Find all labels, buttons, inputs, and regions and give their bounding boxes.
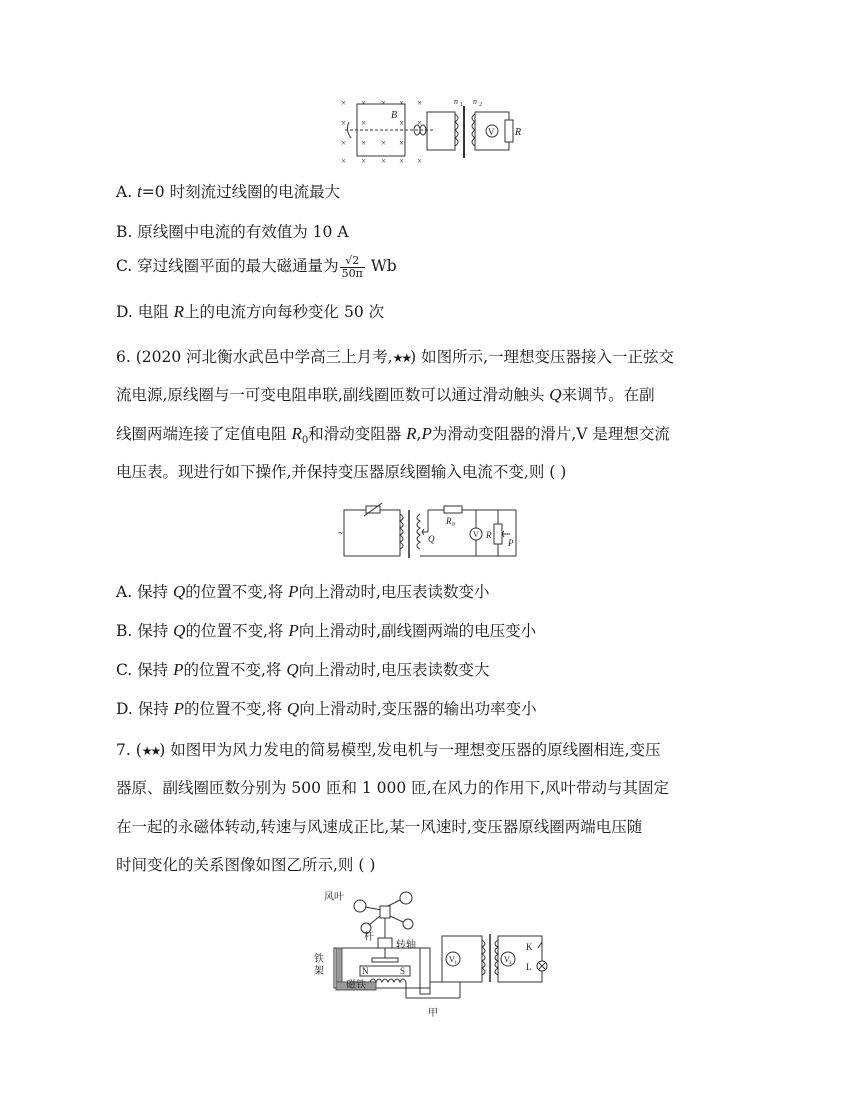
svg-text:×: × (399, 118, 405, 128)
svg-text:V: V (504, 955, 510, 964)
variable-transformer-figure (336, 502, 532, 564)
svg-text:架: 架 (314, 966, 324, 977)
svg-text:×: × (361, 118, 367, 128)
svg-text:×: × (341, 138, 347, 148)
flux-fraction: $\frac{√2}{50\pi}$ (341, 253, 363, 280)
svg-text:×: × (361, 138, 367, 148)
svg-text:×: × (399, 138, 405, 148)
svg-text:×: × (381, 156, 387, 166)
rotating-coil-transformer-figure (335, 92, 535, 170)
svg-text:风叶: 风叶 (324, 892, 344, 903)
svg-text:2: 2 (509, 961, 512, 966)
svg-text:×: × (361, 156, 367, 166)
q6-option-b[interactable]: B. 保持 Q的位置不变,将 P向上滑动时,副线圈两端的电压变小 (116, 621, 537, 640)
q5-option-a[interactable]: A. t=0 时刻流过线圈的电流最大 (116, 182, 341, 201)
svg-text:×: × (417, 156, 423, 166)
svg-text:0: 0 (452, 522, 455, 528)
q6-stem-line-1: 6. (2020 河北衡水武邑中学高三上月考,★★) 如图所示,一理想变压器接入一正弦交 (116, 348, 674, 366)
q6-stem-line-3: 线圈两端连接了定值电阻 $R_0$和滑动变阻器 R,P为滑动变阻器的滑片,V 是理想交流 (116, 424, 670, 447)
svg-text:×: × (417, 118, 423, 128)
difficulty-stars-icon: ★★ (141, 744, 160, 758)
field-label-b: B (391, 110, 398, 121)
svg-text:V: V (488, 127, 495, 137)
svg-text:~: ~ (338, 528, 343, 538)
svg-text:L: L (526, 962, 532, 972)
q6-option-d[interactable]: D. 保持 P的位置不变,将 Q向上滑动时,变压器的输出功率变小 (116, 699, 537, 718)
svg-text:1: 1 (460, 102, 463, 108)
svg-text:Q: Q (428, 534, 435, 544)
q5-option-c[interactable]: C. 穿过线圈平面的最大磁通量为 $\frac{√2}{50\pi}$ Wb (116, 253, 397, 280)
q7-stem-line-2: 器原、副线圈匝数分别为 500 匝和 1 000 匝,在风力的作用下,风叶带动与其固定 (116, 779, 670, 797)
svg-text:n: n (473, 97, 477, 106)
svg-text:磁铁: 磁铁 (346, 980, 366, 991)
svg-text:转轴: 转轴 (396, 940, 416, 951)
svg-text:×: × (341, 156, 347, 166)
svg-text:V: V (473, 530, 479, 539)
svg-text:2: 2 (479, 102, 482, 108)
q7-stem-line-4: 时间变化的关系图像如图乙所示,则 ( ) (116, 856, 376, 874)
svg-text:N: N (362, 966, 369, 976)
svg-text:×: × (361, 98, 367, 108)
wind-generator-figure (310, 886, 556, 1024)
difficulty-stars-icon: ★★ (392, 351, 411, 365)
svg-text:杆: 杆 (364, 932, 374, 943)
q6-option-a[interactable]: A. 保持 Q的位置不变,将 P向上滑动时,电压表读数变小 (116, 582, 490, 601)
svg-text:K: K (526, 942, 533, 952)
q6-option-c[interactable]: C. 保持 P的位置不变,将 Q向上滑动时,电压表读数变大 (116, 660, 490, 679)
svg-text:1: 1 (454, 961, 457, 966)
q6-stem-line-4: 电压表。现进行如下操作,并保持变压器原线圈输入电流不变,则 ( ) (116, 463, 567, 481)
svg-text:×: × (381, 138, 387, 148)
svg-text:×: × (341, 118, 347, 128)
q7-stem-line-3: 在一起的永磁体转动,转速与风速成正比,某一风速时,变压器原线圈两端电压随 (116, 818, 643, 836)
svg-text:P: P (508, 538, 514, 548)
svg-text:S: S (400, 966, 406, 976)
svg-text:×: × (341, 98, 347, 108)
svg-text:×: × (399, 98, 405, 108)
svg-text:R: R (486, 530, 492, 540)
svg-text:R: R (446, 516, 452, 526)
svg-text:V: V (449, 955, 455, 964)
q6-stem-line-2: 流电源,原线圈与一可变电阻串联,副线圈匝数可以通过滑动触头 Q来调节。在副 (116, 385, 655, 404)
svg-text:×: × (399, 156, 405, 166)
q7-stem-line-1: 7. (★★) 如图甲为风力发电的简易模型,发电机与一理想变压器的原线圈相连,变压 (116, 741, 661, 759)
q5-option-d[interactable]: D. 电阻 R上的电流方向每秒变化 50 次 (116, 302, 385, 321)
svg-text:×: × (381, 98, 387, 108)
svg-text:铁: 铁 (314, 954, 324, 965)
svg-text:甲: 甲 (428, 1008, 438, 1019)
q5-option-b[interactable]: B. 原线圈中电流的有效值为 10 A (116, 223, 349, 241)
svg-text:n: n (454, 97, 458, 106)
svg-text:R: R (515, 127, 522, 138)
svg-text:×: × (417, 98, 423, 108)
